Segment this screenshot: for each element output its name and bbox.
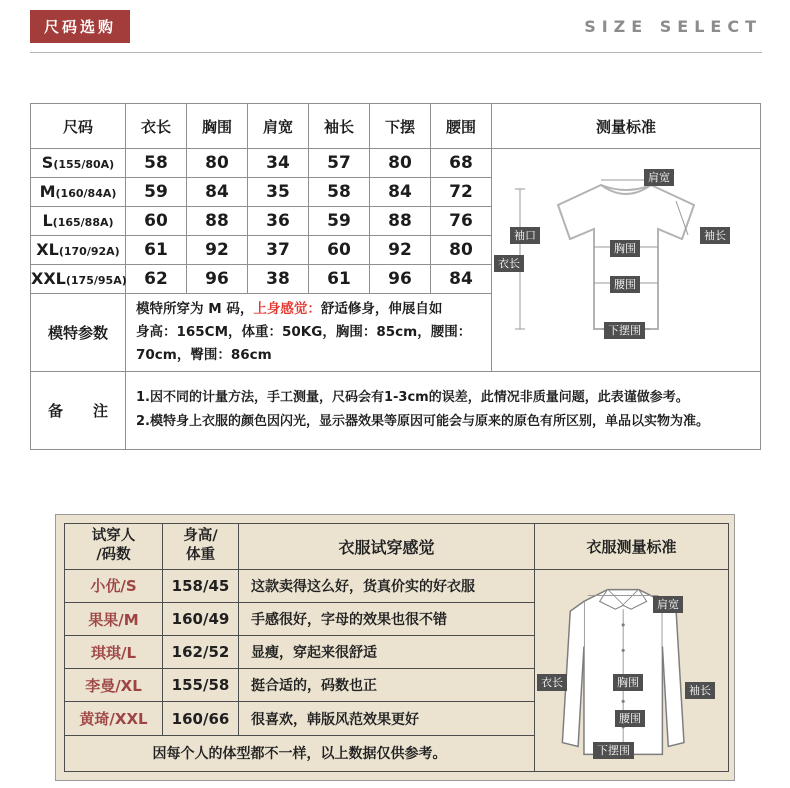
notes-label: 备 注 <box>31 371 126 449</box>
garment-length-label: 衣长 <box>494 255 524 272</box>
size-table-header-row <box>31 104 761 149</box>
size-code: L <box>42 211 53 230</box>
value-cell: 38 <box>248 265 309 294</box>
model-params-text <box>126 294 492 372</box>
waist-label: 腰围 <box>610 276 640 293</box>
model-line1-pre: 模特所穿为 M 码， <box>136 301 254 317</box>
size-code: XXL <box>31 269 66 288</box>
shoulder-width-label: 肩宽 <box>653 596 683 613</box>
value-cell: 72 <box>431 178 492 207</box>
value-cell: 88 <box>187 207 248 236</box>
value-cell: 59 <box>309 207 370 236</box>
col-header-feeling: 衣服试穿感觉 <box>239 523 535 569</box>
col-header-length: 衣长 <box>126 104 187 149</box>
value-cell: 92 <box>187 236 248 265</box>
page-title: 尺码选购 <box>30 10 130 43</box>
shirt-measure-diagram <box>535 570 728 771</box>
body-cell: 160/66 <box>163 702 239 735</box>
section-header <box>30 10 762 53</box>
col-header-shoulder: 肩宽 <box>248 104 309 149</box>
value-cell: 36 <box>248 207 309 236</box>
model-line1-highlight: 上身感觉： <box>253 301 321 317</box>
waist-label: 腰围 <box>615 710 645 727</box>
col-header-person-line1: 试穿人 <box>91 527 136 544</box>
value-cell: 84 <box>370 178 431 207</box>
sleeve-length-label: 袖长 <box>700 227 730 244</box>
cuff-label: 袖口 <box>510 227 540 244</box>
col-header-person <box>65 523 163 569</box>
tryon-table <box>64 523 729 772</box>
value-cell: 80 <box>187 149 248 178</box>
model-params-label: 模特参数 <box>31 294 126 372</box>
size-row-s <box>31 149 761 178</box>
model-line2: 身高：165CM，体重：50KG，胸围：85cm，腰围：70cm，臀围：86cm <box>136 323 472 363</box>
size-code: S <box>41 153 54 172</box>
tryon-header-row <box>65 523 729 569</box>
value-cell: 60 <box>126 207 187 236</box>
bust-label: 胸围 <box>613 674 643 691</box>
size-spec: (155/80A) <box>53 158 115 171</box>
shoulder-width-label: 肩宽 <box>644 169 674 186</box>
person-cell: 李曼/XL <box>65 669 163 702</box>
value-cell: 88 <box>370 207 431 236</box>
person-cell: 果果/M <box>65 602 163 635</box>
value-cell: 84 <box>431 265 492 294</box>
col-header-measure-standard: 测量标准 <box>492 104 761 149</box>
value-cell: 61 <box>126 236 187 265</box>
value-cell: 34 <box>248 149 309 178</box>
person-cell: 小优/S <box>65 569 163 602</box>
page-subtitle: SIZE SELECT <box>584 17 762 36</box>
value-cell: 37 <box>248 236 309 265</box>
size-code: XL <box>36 240 59 259</box>
person-cell: 琪琪/L <box>65 636 163 669</box>
body-cell: 160/49 <box>163 602 239 635</box>
size-spec: (165/88A) <box>52 216 114 229</box>
comment-cell: 很喜欢，韩版风范效果更好 <box>239 702 535 735</box>
notes-line2: 2.模特身上衣服的颜色因闪光，显示器效果等原因可能会与原来的原色有所区别，单品以实物为准。 <box>136 414 709 430</box>
comment-cell: 这款卖得这么好，货真价实的好衣服 <box>239 569 535 602</box>
value-cell: 57 <box>309 149 370 178</box>
shirt-diagram-drawing <box>547 570 717 771</box>
comment-cell: 手感很好，字母的效果也很不错 <box>239 602 535 635</box>
size-cell <box>31 149 126 178</box>
value-cell: 84 <box>187 178 248 207</box>
value-cell: 80 <box>431 236 492 265</box>
model-line1-post: 舒适修身，伸展自如 <box>320 301 443 317</box>
col-header-hem: 下摆 <box>370 104 431 149</box>
value-cell: 96 <box>370 265 431 294</box>
value-cell: 35 <box>248 178 309 207</box>
measure-diagram-cell <box>492 149 761 372</box>
hem-label: 下摆围 <box>593 742 634 759</box>
garment-length-label: 衣长 <box>537 674 567 691</box>
value-cell: 76 <box>431 207 492 236</box>
size-table <box>30 103 761 450</box>
value-cell: 59 <box>126 178 187 207</box>
col-header-measure: 衣服测量标准 <box>535 523 729 569</box>
col-header-bust: 胸围 <box>187 104 248 149</box>
body-cell: 162/52 <box>163 636 239 669</box>
sleeve-length-label: 袖长 <box>685 682 715 699</box>
notes-line1: 1.因不同的计量方法，手工测量，尺码会有1-3cm的误差，此情况非质量问题，此表谨做参考。 <box>136 390 689 406</box>
tshirt-measure-diagram <box>492 161 760 358</box>
comment-cell: 显瘦，穿起来很舒适 <box>239 636 535 669</box>
col-header-size: 尺码 <box>31 104 126 149</box>
value-cell: 96 <box>187 265 248 294</box>
value-cell: 58 <box>126 149 187 178</box>
value-cell: 60 <box>309 236 370 265</box>
col-header-person-line2: /码数 <box>96 547 131 564</box>
value-cell: 62 <box>126 265 187 294</box>
tryon-row-1 <box>65 569 729 602</box>
size-cell <box>31 178 126 207</box>
value-cell: 80 <box>370 149 431 178</box>
size-spec: (170/92A) <box>58 245 120 258</box>
size-cell <box>31 265 126 294</box>
notes-row <box>31 371 761 449</box>
body-cell: 155/58 <box>163 669 239 702</box>
body-cell: 158/45 <box>163 569 239 602</box>
value-cell: 61 <box>309 265 370 294</box>
tryon-disclaimer: 因每个人的体型都不一样，以上数据仅供参考。 <box>65 735 535 771</box>
value-cell: 92 <box>370 236 431 265</box>
value-cell: 68 <box>431 149 492 178</box>
size-spec: (175/95A) <box>65 274 127 287</box>
tryon-panel <box>55 514 735 781</box>
bust-label: 胸围 <box>610 240 640 257</box>
size-spec: (160/84A) <box>55 187 117 200</box>
person-cell: 黄琦/XXL <box>65 702 163 735</box>
hem-label: 下摆围 <box>604 322 645 339</box>
size-cell <box>31 236 126 265</box>
comment-cell: 挺合适的，码数也正 <box>239 669 535 702</box>
size-cell <box>31 207 126 236</box>
col-header-waist: 腰围 <box>431 104 492 149</box>
value-cell: 58 <box>309 178 370 207</box>
col-header-body-line1: 身高/ <box>183 527 218 544</box>
col-header-body-line2: 体重 <box>186 547 215 564</box>
notes-text <box>126 371 761 449</box>
shirt-measure-diagram-cell <box>535 569 729 771</box>
col-header-body <box>163 523 239 569</box>
col-header-sleeve: 袖长 <box>309 104 370 149</box>
size-code: M <box>39 182 56 201</box>
